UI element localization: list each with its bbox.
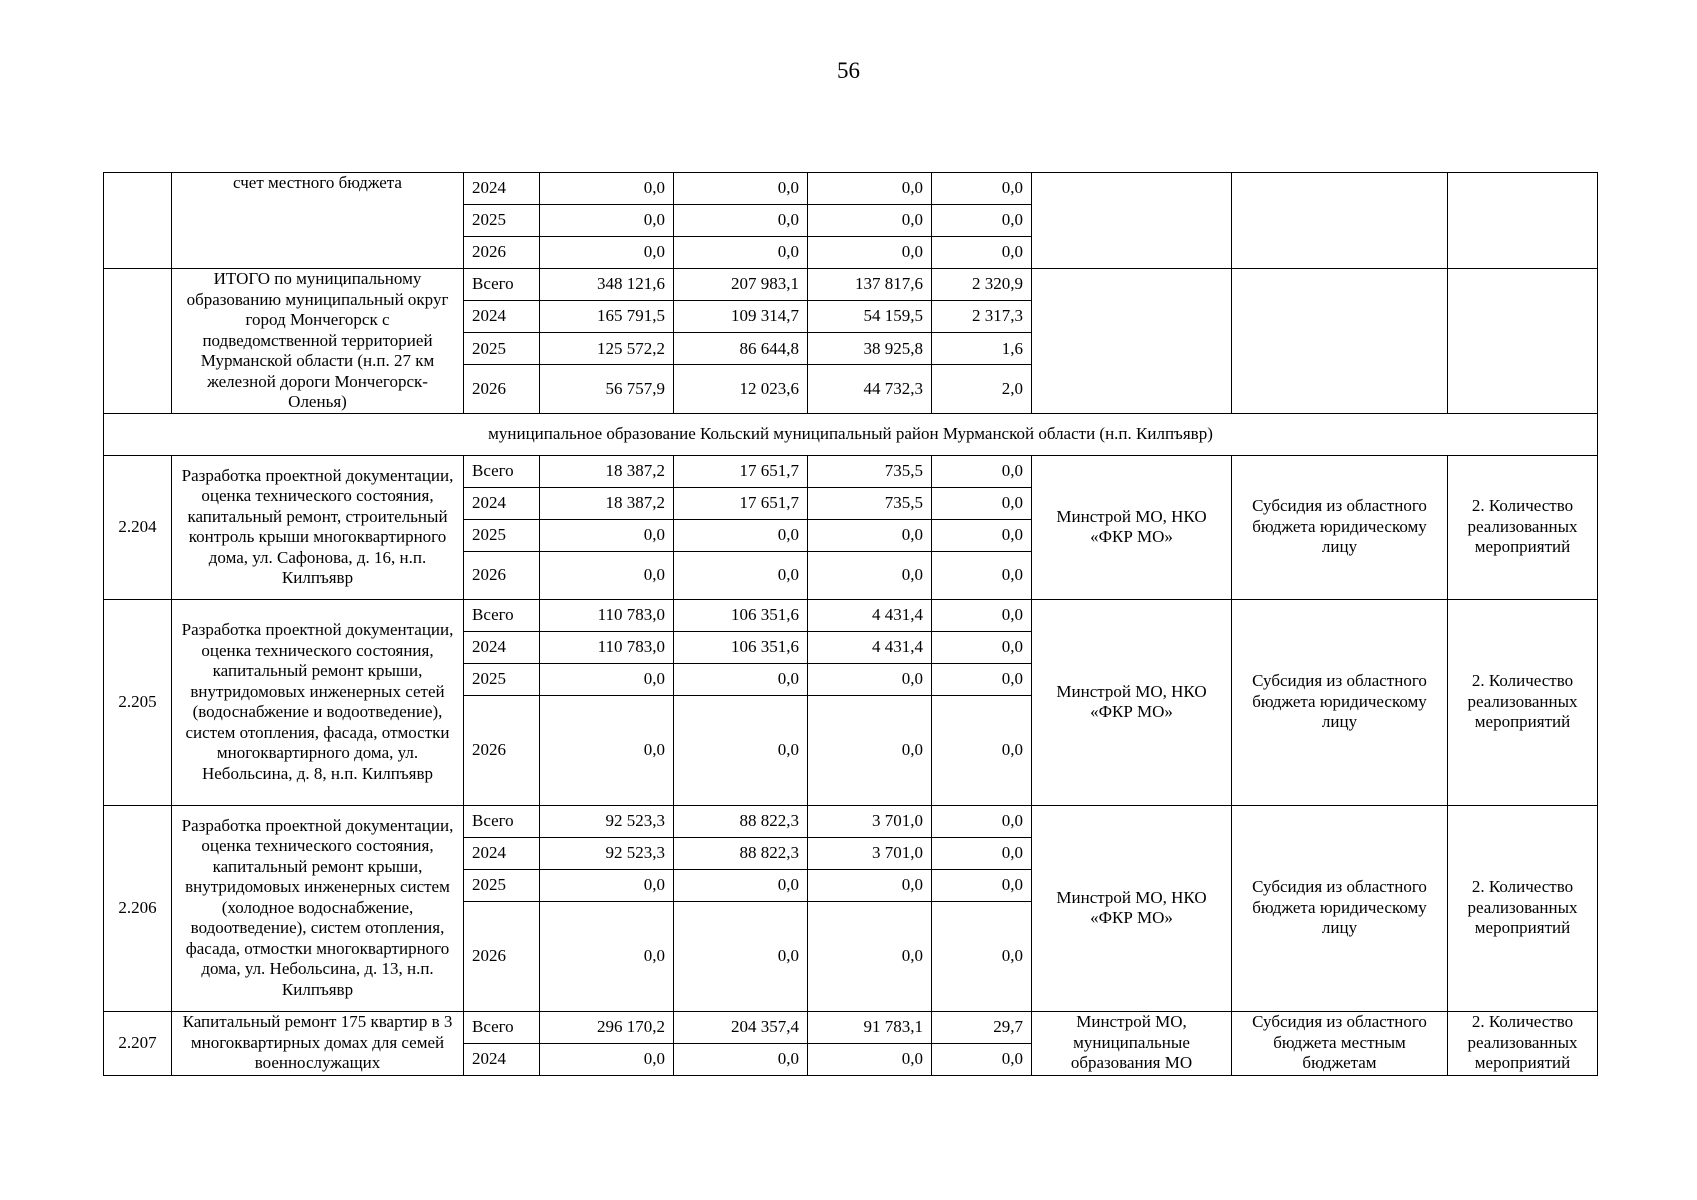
federal-value-cell: 137 817,6 — [808, 269, 932, 301]
federal-value-cell: 0,0 — [808, 237, 932, 269]
source-cell: Субсидия из областного бюджета юридическому лицу — [1232, 599, 1448, 805]
total-value-cell: 0,0 — [540, 901, 674, 1011]
local-value-cell: 0,0 — [932, 237, 1032, 269]
year-cell: 2025 — [464, 205, 540, 237]
indicator-cell: 2. Количество реализованных мероприятий — [1448, 1011, 1598, 1075]
federal-value-cell: 0,0 — [808, 205, 932, 237]
item-name-cell: Разработка проектной документации, оценка технического состояния, капитальный ремонт крыши, внутридомовых инженерных систем (холодное водоснабжение, водоотведение), систем отопления, фасада, отмостки многоквартирного дома, ул. Небольсина, д. 13, н.п. Килпъявр — [172, 805, 464, 1011]
total-value-cell: 0,0 — [540, 1043, 674, 1075]
year-cell: 2025 — [464, 519, 540, 551]
source-cell: Субсидия из областного бюджета юридическому лицу — [1232, 805, 1448, 1011]
table-row — [104, 413, 1598, 455]
local-value-cell: 1,6 — [932, 333, 1032, 365]
federal-value-cell: 0,0 — [808, 519, 932, 551]
local-value-cell: 0,0 — [932, 901, 1032, 1011]
regional-value-cell: 0,0 — [674, 205, 808, 237]
executor-cell: Минстрой МО, НКО «ФКР МО» — [1032, 599, 1232, 805]
regional-value-cell: 17 651,7 — [674, 487, 808, 519]
table-row — [104, 599, 1598, 631]
item-name-cell: счет местного бюджета — [172, 173, 464, 269]
total-value-cell: 0,0 — [540, 519, 674, 551]
item-number-cell: 2.205 — [104, 599, 172, 805]
year-cell: 2024 — [464, 631, 540, 663]
total-value-cell: 18 387,2 — [540, 455, 674, 487]
indicator-cell: 2. Количество реализованных мероприятий — [1448, 455, 1598, 599]
regional-value-cell: 0,0 — [674, 663, 808, 695]
total-value-cell: 0,0 — [540, 663, 674, 695]
federal-value-cell: 38 925,8 — [808, 333, 932, 365]
item-name-cell: Капитальный ремонт 175 квартир в 3 многоквартирных домах для семей военнослужащих — [172, 1011, 464, 1075]
indicator-cell — [1448, 173, 1598, 269]
local-value-cell: 0,0 — [932, 805, 1032, 837]
year-cell: 2025 — [464, 869, 540, 901]
regional-value-cell: 0,0 — [674, 519, 808, 551]
item-number-cell: 2.207 — [104, 1011, 172, 1075]
regional-value-cell: 0,0 — [674, 695, 808, 805]
source-cell — [1232, 173, 1448, 269]
executor-cell — [1032, 173, 1232, 269]
federal-value-cell: 91 783,1 — [808, 1011, 932, 1043]
federal-value-cell: 0,0 — [808, 173, 932, 205]
total-value-cell: 0,0 — [540, 869, 674, 901]
item-number-cell — [104, 269, 172, 414]
regional-value-cell: 106 351,6 — [674, 599, 808, 631]
federal-value-cell: 0,0 — [808, 1043, 932, 1075]
local-value-cell: 0,0 — [932, 551, 1032, 599]
year-cell: 2026 — [464, 365, 540, 413]
total-value-cell: 125 572,2 — [540, 333, 674, 365]
budget-table — [103, 172, 1598, 1076]
item-name-cell: Разработка проектной документации, оценка технического состояния, капитальный ремонт, строительный контроль крыши многоквартирного дома, ул. Сафонова, д. 16, н.п. Килпъявр — [172, 455, 464, 599]
total-value-cell: 92 523,3 — [540, 805, 674, 837]
year-cell: 2024 — [464, 1043, 540, 1075]
page-number: 56 — [837, 58, 860, 83]
total-value-cell: 110 783,0 — [540, 631, 674, 663]
regional-value-cell: 0,0 — [674, 869, 808, 901]
regional-value-cell: 0,0 — [674, 901, 808, 1011]
total-value-cell: 0,0 — [540, 551, 674, 599]
federal-value-cell: 735,5 — [808, 455, 932, 487]
federal-value-cell: 0,0 — [808, 551, 932, 599]
federal-value-cell: 4 431,4 — [808, 631, 932, 663]
executor-cell: Минстрой МО, муниципальные образования МО — [1032, 1011, 1232, 1075]
year-cell: 2026 — [464, 695, 540, 805]
total-value-cell: 348 121,6 — [540, 269, 674, 301]
local-value-cell: 0,0 — [932, 631, 1032, 663]
regional-value-cell: 106 351,6 — [674, 631, 808, 663]
federal-value-cell: 54 159,5 — [808, 301, 932, 333]
year-cell: 2026 — [464, 901, 540, 1011]
item-name-cell: ИТОГО по муниципальному образованию муниципальный округ город Мончегорск с подведомственной территорией Мурманской области (н.п. 27 км железной дороги Мончегорск-Оленья) — [172, 269, 464, 414]
total-value-cell: 0,0 — [540, 237, 674, 269]
federal-value-cell: 4 431,4 — [808, 599, 932, 631]
federal-value-cell: 0,0 — [808, 663, 932, 695]
year-cell: 2024 — [464, 487, 540, 519]
federal-value-cell: 735,5 — [808, 487, 932, 519]
year-cell: Всего — [464, 1011, 540, 1043]
regional-value-cell: 0,0 — [674, 173, 808, 205]
local-value-cell: 29,7 — [932, 1011, 1032, 1043]
section-title: муниципальное образование Кольский муниципальный район Мурманской области (н.п. Килпъявр) — [104, 413, 1598, 455]
total-value-cell: 0,0 — [540, 695, 674, 805]
table-row — [104, 269, 1598, 301]
indicator-cell — [1448, 269, 1598, 414]
federal-value-cell: 3 701,0 — [808, 805, 932, 837]
regional-value-cell: 0,0 — [674, 237, 808, 269]
regional-value-cell: 109 314,7 — [674, 301, 808, 333]
item-number-cell: 2.204 — [104, 455, 172, 599]
indicator-cell: 2. Количество реализованных мероприятий — [1448, 599, 1598, 805]
total-value-cell: 18 387,2 — [540, 487, 674, 519]
source-cell: Субсидия из областного бюджета юридическому лицу — [1232, 455, 1448, 599]
indicator-cell: 2. Количество реализованных мероприятий — [1448, 805, 1598, 1011]
local-value-cell: 0,0 — [932, 663, 1032, 695]
year-cell: Всего — [464, 269, 540, 301]
year-cell: Всего — [464, 805, 540, 837]
source-cell — [1232, 269, 1448, 414]
local-value-cell: 0,0 — [932, 205, 1032, 237]
federal-value-cell: 0,0 — [808, 869, 932, 901]
year-cell: 2026 — [464, 237, 540, 269]
year-cell: 2024 — [464, 837, 540, 869]
local-value-cell: 0,0 — [932, 599, 1032, 631]
local-value-cell: 0,0 — [932, 1043, 1032, 1075]
regional-value-cell: 88 822,3 — [674, 805, 808, 837]
local-value-cell: 0,0 — [932, 173, 1032, 205]
total-value-cell: 0,0 — [540, 173, 674, 205]
year-cell: 2024 — [464, 301, 540, 333]
item-number-cell — [104, 173, 172, 269]
total-value-cell: 92 523,3 — [540, 837, 674, 869]
regional-value-cell: 207 983,1 — [674, 269, 808, 301]
local-value-cell: 2 317,3 — [932, 301, 1032, 333]
local-value-cell: 2,0 — [932, 365, 1032, 413]
regional-value-cell: 86 644,8 — [674, 333, 808, 365]
executor-cell: Минстрой МО, НКО «ФКР МО» — [1032, 455, 1232, 599]
regional-value-cell: 88 822,3 — [674, 837, 808, 869]
regional-value-cell: 204 357,4 — [674, 1011, 808, 1043]
regional-value-cell: 0,0 — [674, 1043, 808, 1075]
total-value-cell: 296 170,2 — [540, 1011, 674, 1043]
regional-value-cell: 0,0 — [674, 551, 808, 599]
regional-value-cell: 17 651,7 — [674, 455, 808, 487]
total-value-cell: 110 783,0 — [540, 599, 674, 631]
local-value-cell: 0,0 — [932, 695, 1032, 805]
local-value-cell: 0,0 — [932, 869, 1032, 901]
regional-value-cell: 12 023,6 — [674, 365, 808, 413]
table-row — [104, 173, 1598, 205]
item-name-cell: Разработка проектной документации, оценка технического состояния, капитальный ремонт крыши, внутридомовых инженерных сетей (водоснабжение и водоотведение), систем отопления, фасада, отмостки многоквартирного дома, ул. Небольсина, д. 8, н.п. Килпъявр — [172, 599, 464, 805]
executor-cell: Минстрой МО, НКО «ФКР МО» — [1032, 805, 1232, 1011]
year-cell: 2025 — [464, 333, 540, 365]
year-cell: 2026 — [464, 551, 540, 599]
federal-value-cell: 3 701,0 — [808, 837, 932, 869]
item-number-cell: 2.206 — [104, 805, 172, 1011]
table-row — [104, 1011, 1598, 1043]
total-value-cell: 0,0 — [540, 205, 674, 237]
table-row — [104, 805, 1598, 837]
total-value-cell: 56 757,9 — [540, 365, 674, 413]
year-cell: Всего — [464, 599, 540, 631]
federal-value-cell: 44 732,3 — [808, 365, 932, 413]
source-cell: Субсидия из областного бюджета местным бюджетам — [1232, 1011, 1448, 1075]
local-value-cell: 0,0 — [932, 519, 1032, 551]
local-value-cell: 0,0 — [932, 487, 1032, 519]
local-value-cell: 2 320,9 — [932, 269, 1032, 301]
federal-value-cell: 0,0 — [808, 695, 932, 805]
local-value-cell: 0,0 — [932, 837, 1032, 869]
year-cell: 2024 — [464, 173, 540, 205]
local-value-cell: 0,0 — [932, 455, 1032, 487]
table-row — [104, 455, 1598, 487]
federal-value-cell: 0,0 — [808, 901, 932, 1011]
year-cell: Всего — [464, 455, 540, 487]
year-cell: 2025 — [464, 663, 540, 695]
executor-cell — [1032, 269, 1232, 414]
total-value-cell: 165 791,5 — [540, 301, 674, 333]
